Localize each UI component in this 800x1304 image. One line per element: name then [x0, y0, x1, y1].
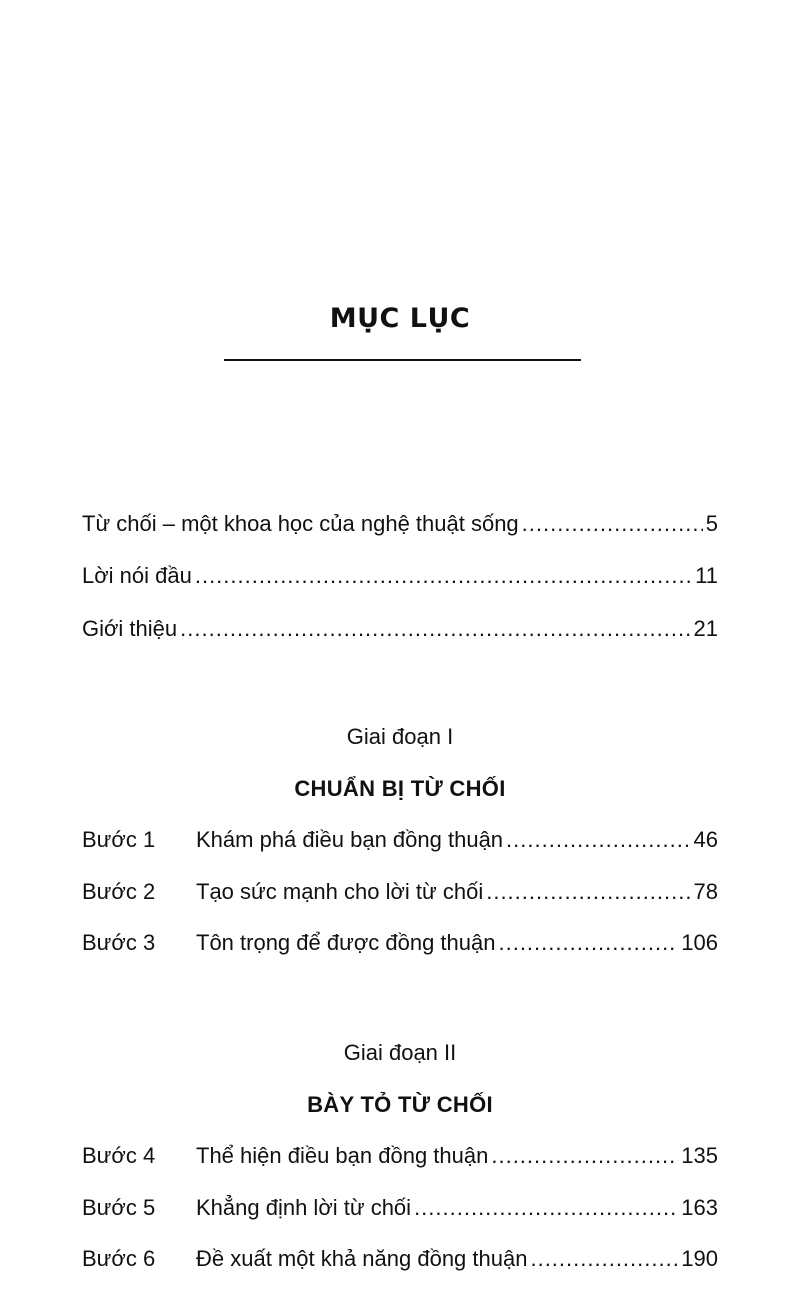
- step-title: Khẳng định lời từ chối: [196, 1195, 412, 1220]
- title-underline: [224, 359, 581, 361]
- dot-leader: [491, 1139, 678, 1173]
- step-page: 46: [693, 827, 718, 852]
- toc-entry-text: Giới thiệu: [82, 616, 178, 641]
- phase-title: BÀY TỎ TỪ CHỐI: [307, 1092, 493, 1117]
- step-title: Tạo sức mạnh cho lời từ chối: [196, 879, 484, 904]
- toc-step-entry: [82, 823, 718, 857]
- toc-entry-page: 11: [695, 563, 718, 588]
- dot-leader: [486, 875, 690, 909]
- toc-step-entry: [82, 1191, 718, 1225]
- dot-leader: [530, 1242, 678, 1276]
- dot-leader: [506, 823, 690, 857]
- phase-title: CHUẨN BỊ TỪ CHỐI: [294, 776, 506, 801]
- step-number: Bước 6: [82, 1246, 156, 1271]
- dot-leader: [498, 926, 678, 960]
- step-number: Bước 1: [82, 827, 156, 852]
- toc-step-entry: [82, 1139, 718, 1173]
- toc-step-entry: [82, 1242, 718, 1276]
- step-page: 163: [681, 1195, 718, 1220]
- dot-leader: [180, 612, 690, 646]
- step-number: Bước 4: [82, 1143, 156, 1168]
- dot-leader: [195, 559, 692, 593]
- phase-label: Giai đoạn I: [346, 724, 454, 749]
- toc-step-entry: [82, 875, 718, 909]
- step-page: 106: [681, 930, 718, 955]
- step-number: Bước 5: [82, 1195, 156, 1220]
- toc-entry: [82, 612, 718, 646]
- phase-label: Giai đoạn II: [343, 1040, 457, 1065]
- toc-entry-page: 21: [693, 616, 718, 641]
- toc-entry: [82, 507, 718, 541]
- toc-entry-page: 5: [705, 511, 718, 536]
- step-page: 78: [693, 879, 718, 904]
- step-title: Tôn trọng để được đồng thuận: [196, 930, 496, 955]
- toc-entry-text: Lời nói đầu: [82, 563, 192, 588]
- step-title: Đề xuất một khả năng đồng thuận: [196, 1246, 528, 1271]
- step-title: Khám phá điều bạn đồng thuận: [196, 827, 504, 852]
- step-page: 190: [681, 1246, 718, 1271]
- toc-step-entry: [82, 926, 718, 960]
- step-number: Bước 2: [82, 879, 156, 904]
- dot-leader: [522, 507, 703, 541]
- step-title: Thể hiện điều bạn đồng thuận: [196, 1143, 489, 1168]
- page-title: MỤC LỤC: [329, 303, 471, 334]
- dot-leader: [414, 1191, 678, 1225]
- toc-entry: [82, 559, 718, 593]
- step-page: 135: [681, 1143, 718, 1168]
- toc-entry-text: Từ chối – một khoa học của nghệ thuật sống: [82, 511, 519, 536]
- step-number: Bước 3: [82, 930, 156, 955]
